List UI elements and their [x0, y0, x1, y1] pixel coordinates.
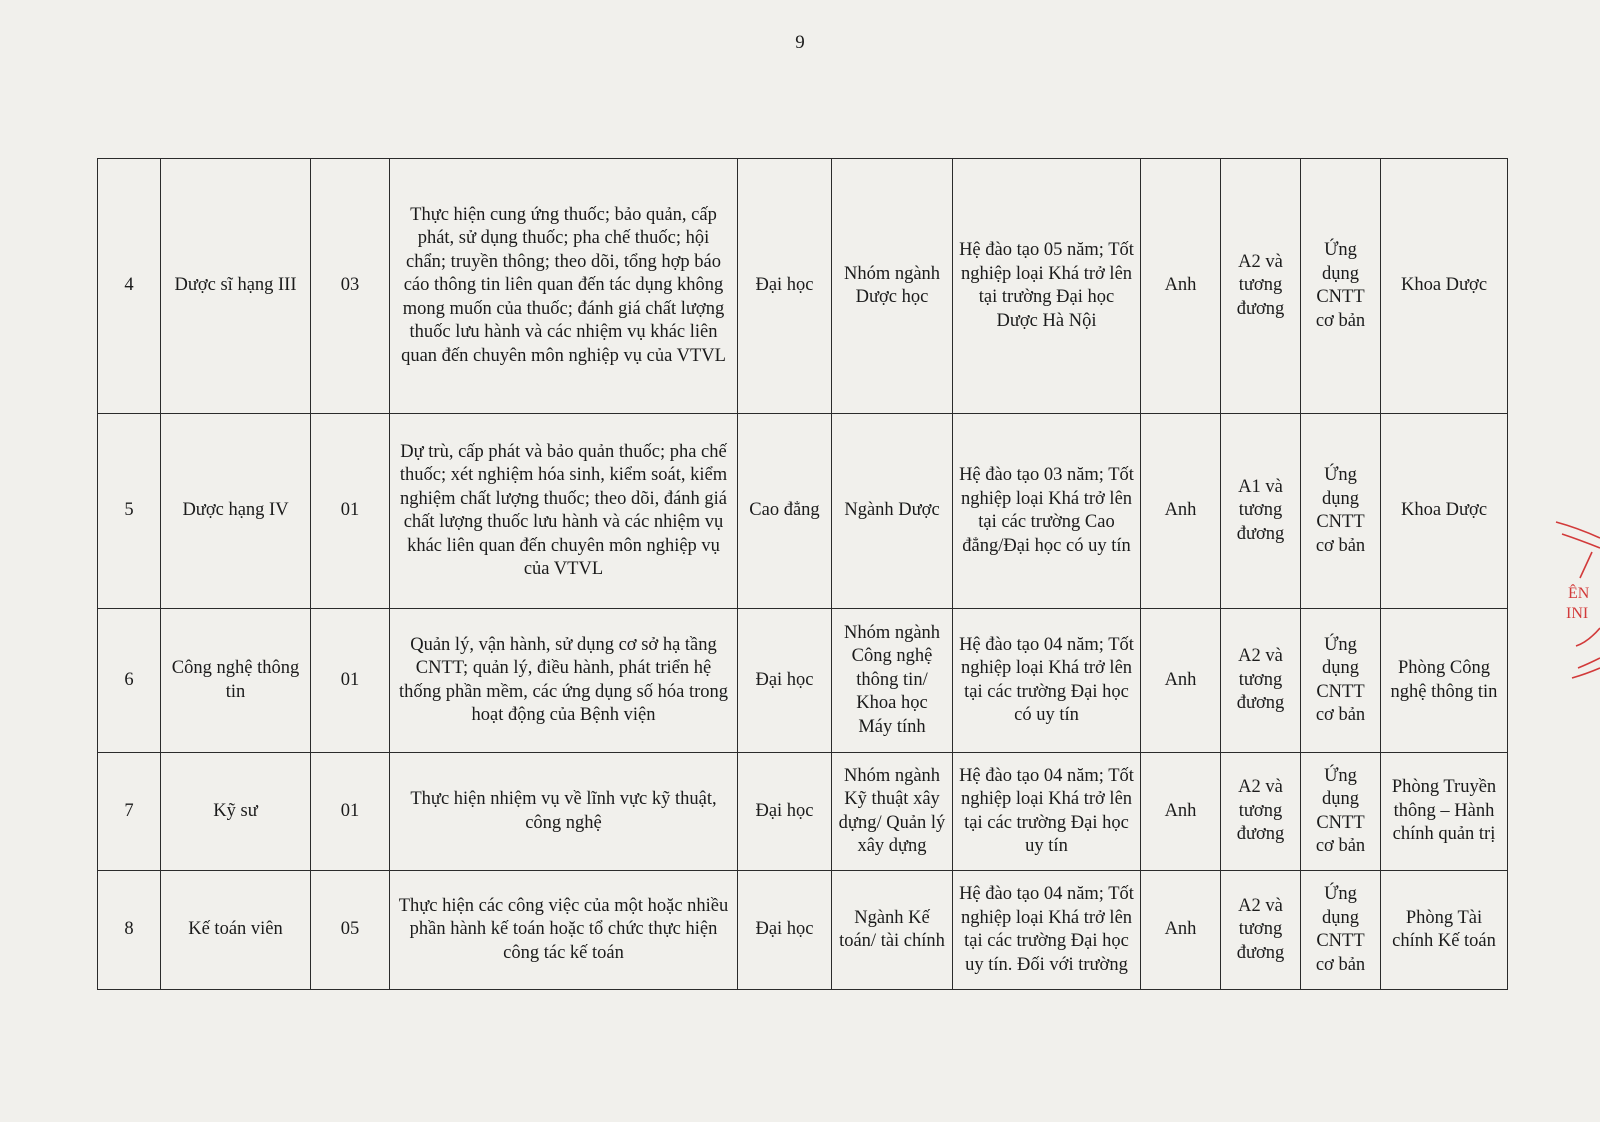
cell-requirement: Hệ đào tạo 04 năm; Tốt nghiệp loại Khá trở lên tại các trường Đại học uy tín. Đối với trường: [953, 871, 1141, 990]
cell-position: Dược hạng IV: [161, 414, 311, 609]
cell-language: Anh: [1141, 609, 1221, 753]
cell-department: Khoa Dược: [1381, 414, 1508, 609]
cell-duties: Dự trù, cấp phát và bảo quản thuốc; pha chế thuốc; xét nghiệm hóa sinh, kiểm soát, kiểm nghiệm chất lượng thuốc; theo dõi, đánh giá chất lượng thuốc lưu hành và các nhiệm vụ khác liên quan đến chuyên môn nghiệp vụ của VTVL: [390, 414, 738, 609]
cell-it-skill: Ứng dụng CNTT cơ bản: [1301, 753, 1381, 871]
table-row: [98, 414, 1508, 609]
cell-position: Kỹ sư: [161, 753, 311, 871]
cell-major: Nhóm ngành Dược học: [832, 159, 953, 414]
recruitment-table: [97, 158, 1508, 990]
cell-it-skill: Ứng dụng CNTT cơ bản: [1301, 871, 1381, 990]
cell-major: Nhóm ngành Kỹ thuật xây dựng/ Quản lý xây dựng: [832, 753, 953, 871]
cell-quantity: 03: [311, 159, 390, 414]
seal-text-line-1: ÊN: [1568, 585, 1590, 602]
red-seal-stamp: [1548, 518, 1600, 698]
cell-requirement: Hệ đào tạo 04 năm; Tốt nghiệp loại Khá trở lên tại các trường Đại học có uy tín: [953, 609, 1141, 753]
seal-text-line-2: INI: [1566, 605, 1589, 622]
cell-department: Khoa Dược: [1381, 159, 1508, 414]
page-number: 9: [795, 32, 805, 53]
cell-stt: 4: [98, 159, 161, 414]
cell-duties: Thực hiện các công việc của một hoặc nhiều phần hành kế toán hoặc tổ chức thực hiện công tác kế toán: [390, 871, 738, 990]
cell-requirement: Hệ đào tạo 05 năm; Tốt nghiệp loại Khá trở lên tại trường Đại học Dược Hà Nội: [953, 159, 1141, 414]
table-row: [98, 159, 1508, 414]
cell-language: Anh: [1141, 871, 1221, 990]
cell-it-skill: Ứng dụng CNTT cơ bản: [1301, 414, 1381, 609]
cell-language-level: A2 và tương đương: [1221, 753, 1301, 871]
cell-language-level: A1 và tương đương: [1221, 414, 1301, 609]
cell-quantity: 01: [311, 414, 390, 609]
cell-language-level: A2 và tương đương: [1221, 159, 1301, 414]
cell-position: Dược sĩ hạng III: [161, 159, 311, 414]
cell-position: Kế toán viên: [161, 871, 311, 990]
cell-degree: Đại học: [738, 753, 832, 871]
cell-degree: Đại học: [738, 609, 832, 753]
cell-duties: Thực hiện nhiệm vụ về lĩnh vực kỹ thuật, công nghệ: [390, 753, 738, 871]
cell-major: Ngành Dược: [832, 414, 953, 609]
cell-degree: Đại học: [738, 159, 832, 414]
cell-language-level: A2 và tương đương: [1221, 871, 1301, 990]
cell-stt: 8: [98, 871, 161, 990]
cell-language-level: A2 và tương đương: [1221, 609, 1301, 753]
cell-department: Phòng Tài chính Kế toán: [1381, 871, 1508, 990]
table-row: [98, 609, 1508, 753]
cell-duties: Quản lý, vận hành, sử dụng cơ sở hạ tầng CNTT; quản lý, điều hành, phát triển hệ thống phần mềm, các ứng dụng số hóa trong hoạt động của Bệnh viện: [390, 609, 738, 753]
cell-position: Công nghệ thông tin: [161, 609, 311, 753]
cell-degree: Cao đẳng: [738, 414, 832, 609]
table-row: [98, 871, 1508, 990]
cell-quantity: 01: [311, 609, 390, 753]
cell-department: Phòng Truyền thông – Hành chính quản trị: [1381, 753, 1508, 871]
cell-it-skill: Ứng dụng CNTT cơ bản: [1301, 159, 1381, 414]
cell-major: Ngành Kế toán/ tài chính: [832, 871, 953, 990]
cell-stt: 5: [98, 414, 161, 609]
cell-stt: 7: [98, 753, 161, 871]
cell-duties: Thực hiện cung ứng thuốc; bảo quản, cấp phát, sử dụng thuốc; pha chế thuốc; hội chẩn; truyền thông; theo dõi, tổng hợp báo cáo thông tin liên quan đến tác dụng không mong muốn của thuốc; đánh giá chất lượng thuốc lưu hành và các nhiệm vụ khác liên quan đến chuyên môn nghiệp vụ của VTVL: [390, 159, 738, 414]
cell-stt: 6: [98, 609, 161, 753]
cell-degree: Đại học: [738, 871, 832, 990]
cell-requirement: Hệ đào tạo 04 năm; Tốt nghiệp loại Khá trở lên tại các trường Đại học uy tín: [953, 753, 1141, 871]
cell-department: Phòng Công nghệ thông tin: [1381, 609, 1508, 753]
cell-language: Anh: [1141, 159, 1221, 414]
table-row: [98, 753, 1508, 871]
cell-quantity: 05: [311, 871, 390, 990]
cell-quantity: 01: [311, 753, 390, 871]
seal-fragment-icon: [1548, 518, 1600, 698]
cell-requirement: Hệ đào tạo 03 năm; Tốt nghiệp loại Khá trở lên tại các trường Cao đẳng/Đại học có uy tín: [953, 414, 1141, 609]
cell-language: Anh: [1141, 414, 1221, 609]
cell-it-skill: Ứng dụng CNTT cơ bản: [1301, 609, 1381, 753]
cell-language: Anh: [1141, 753, 1221, 871]
cell-major: Nhóm ngành Công nghệ thông tin/ Khoa học Máy tính: [832, 609, 953, 753]
